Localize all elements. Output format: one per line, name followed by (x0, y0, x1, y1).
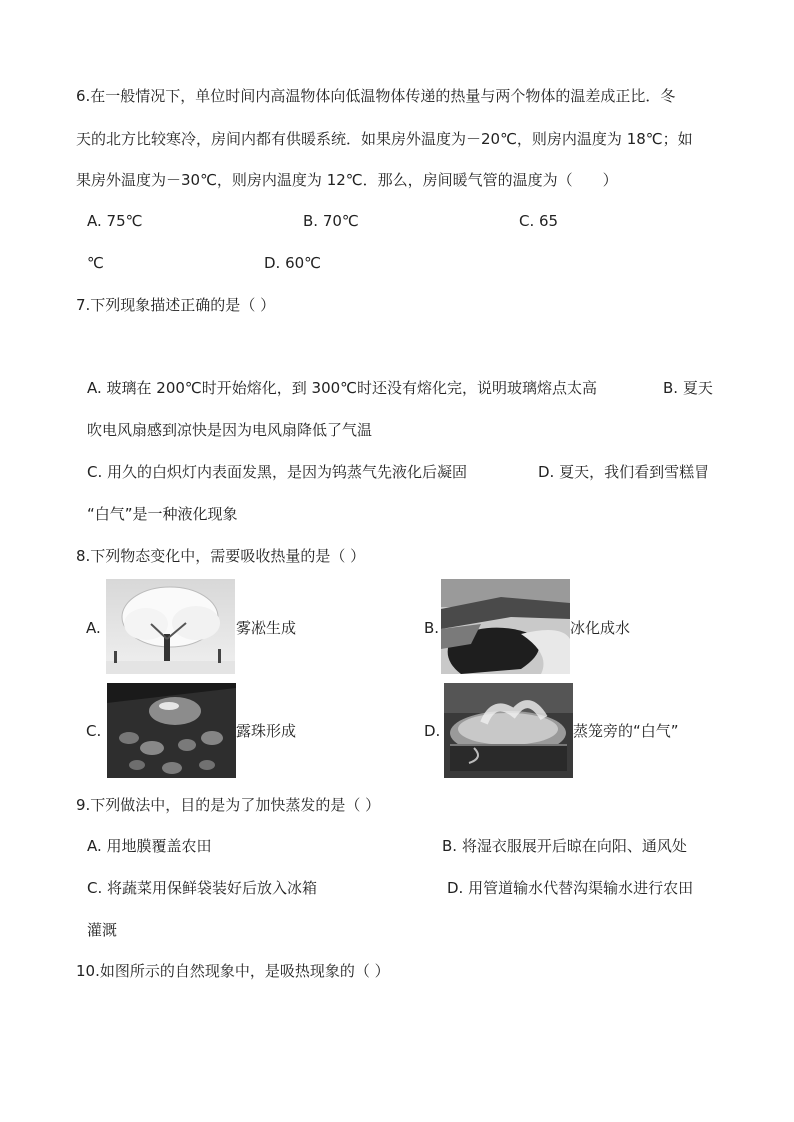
q7-option-d-cont: “白气”是一种液化现象 (87, 505, 238, 523)
q9-option-d-cont: 灌溉 (87, 921, 118, 939)
q6-option-a: A. 75℃ (87, 212, 143, 230)
q10-stem: 10.如图所示的自然现象中，是吸热现象的（ ） (76, 962, 390, 980)
q8-option-d-letter: D. (424, 722, 441, 740)
q8-option-b-text: 冰化成水 (570, 619, 631, 637)
steamer-photo (444, 683, 573, 778)
q6-option-d: D. 60℃ (264, 254, 322, 272)
q8-stem: 8.下列物态变化中，需要吸收热量的是（ ） (76, 547, 366, 565)
q6-stem-line2: 天的北方比较寒冷，房间内都有供暖系统．如果房外温度为－20℃，则房内温度为 18℃；如 (76, 130, 693, 148)
q6-option-b: B. 70℃ (303, 212, 359, 230)
q9-option-c: C. 将蔬菜用保鲜袋装好后放入冰箱 (87, 879, 318, 897)
dew-drops-photo (107, 683, 236, 778)
q8-option-c-letter: C. (86, 722, 102, 740)
melting-ice-photo (441, 579, 570, 674)
q6-option-c-cont: ℃ (87, 254, 104, 272)
q6-stem-line1: 6.在一般情况下，单位时间内高温物体向低温物体传递的热量与两个物体的温差成正比．冬 (76, 87, 676, 105)
frost-tree-photo (106, 579, 235, 674)
q7-option-b-cont: 吹电风扇感到凉快是因为电风扇降低了气温 (87, 421, 373, 439)
q7-stem: 7.下列现象描述正确的是（ ） (76, 296, 276, 314)
q7-option-d: D. 夏天，我们看到雪糕冒 (538, 463, 710, 481)
q6-option-c: C. 65 (519, 212, 559, 230)
q8-option-a-text: 雾凇生成 (236, 619, 297, 637)
q7-option-b: B. 夏天 (663, 379, 713, 397)
q7-option-c: C. 用久的白炽灯内表面发黑，是因为钨蒸气先液化后凝固 (87, 463, 468, 481)
q9-option-b: B. 将湿衣服展开后晾在向阳、通风处 (442, 837, 687, 855)
q9-stem: 9.下列做法中，目的是为了加快蒸发的是（ ） (76, 796, 381, 814)
q8-option-b-letter: B. (424, 619, 440, 637)
q8-option-c-text: 露珠形成 (236, 722, 297, 740)
q7-option-a: A. 玻璃在 200℃时开始熔化，到 300℃时还没有熔化完，说明玻璃熔点太高 (87, 379, 598, 397)
q8-option-a-letter: A. (86, 619, 101, 637)
q6-stem-line3: 果房外温度为－30℃，则房内温度为 12℃．那么，房间暖气管的温度为（ ） (76, 171, 618, 189)
q9-option-a: A. 用地膜覆盖农田 (87, 837, 212, 855)
q8-option-d-text: 蒸笼旁的“白气” (573, 722, 679, 740)
q9-option-d: D. 用管道输水代替沟渠输水进行农田 (447, 879, 694, 897)
